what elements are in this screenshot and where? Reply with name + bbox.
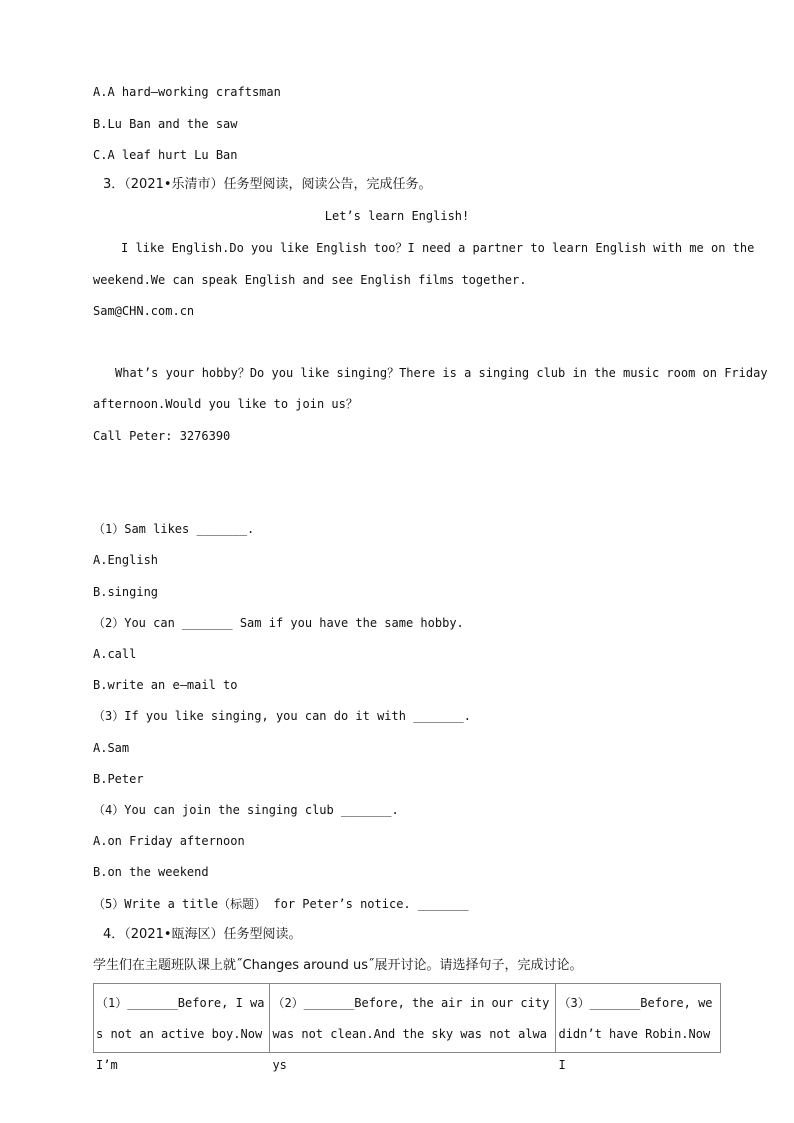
discussion-table [93,983,721,1072]
notice-1-line-1: I like English.Do you like English too？I need a partner to learn English with me on the [121,241,755,255]
question-3-heading: 3．（2021•乐清市）任务型阅读，阅读公告，完成任务。 [103,177,432,192]
question-3-2-a: A.call [93,647,137,661]
question-3-3-a: A.Sam [93,741,130,755]
question-3-4: （4）You can join the singing club _______. [93,803,399,817]
question-4-intro: 学生们在主题班队课上就˝Changes around us˝展开讨论。请选择句子，完成讨论。 [93,958,583,973]
question-3-4-b: B.on the weekend [93,865,209,879]
table-cell [94,984,270,1072]
table-row [94,984,721,1053]
option-2b: B.Lu Ban and the saw [93,117,238,131]
notice-1-contact: Sam@CHN.com.cn [93,304,195,318]
question-3-1: （1）Sam likes _______. [93,522,255,536]
option-2c: C.A leaf hurt Lu Ban [93,148,238,162]
question-3-3-b: B.Peter [93,772,144,786]
notice-2-line-1: What’s your hobby？Do you like singing？There is a singing club in the music room on Friday [115,366,768,380]
table-cell [270,984,556,1072]
cell-2-text: （2）_______Before, the air in our city was not clean.And the sky was not always [272,996,550,1072]
option-2a: A.A hard–working craftsman [93,85,281,99]
question-3-2: （2）You can _______ Sam if you have the same hobby. [93,616,464,630]
cell-1-text: （1）_______Before, I was not an active boy.Now I’m [96,996,265,1072]
notice-2-contact: Call Peter: 3276390 [93,429,231,443]
table-cell [556,984,721,1072]
notice-2-line-2: afternoon.Would you like to join us？ [93,397,358,411]
question-3-4-a: A.on Friday afternoon [93,834,245,848]
question-3-1-b: B.singing [93,585,159,599]
question-3-5: （5）Write a title（标题） for Peter’s notice. _______ [93,897,469,911]
question-3-2-b: B.write an e–mail to [93,678,238,692]
question-3-1-a: A.English [93,553,159,567]
cell-3-text: （3）_______Before, we didn’t have Robin.Now I [558,996,713,1072]
question-3-3: （3）If you like singing, you can do it with _______. [93,709,472,723]
question-4-heading: 4．（2021•瓯海区）任务型阅读。 [103,927,302,942]
notice-1-line-2: weekend.We can speak English and see English films together. [93,273,527,287]
notice-1-title: Let’s learn English! [324,209,470,223]
